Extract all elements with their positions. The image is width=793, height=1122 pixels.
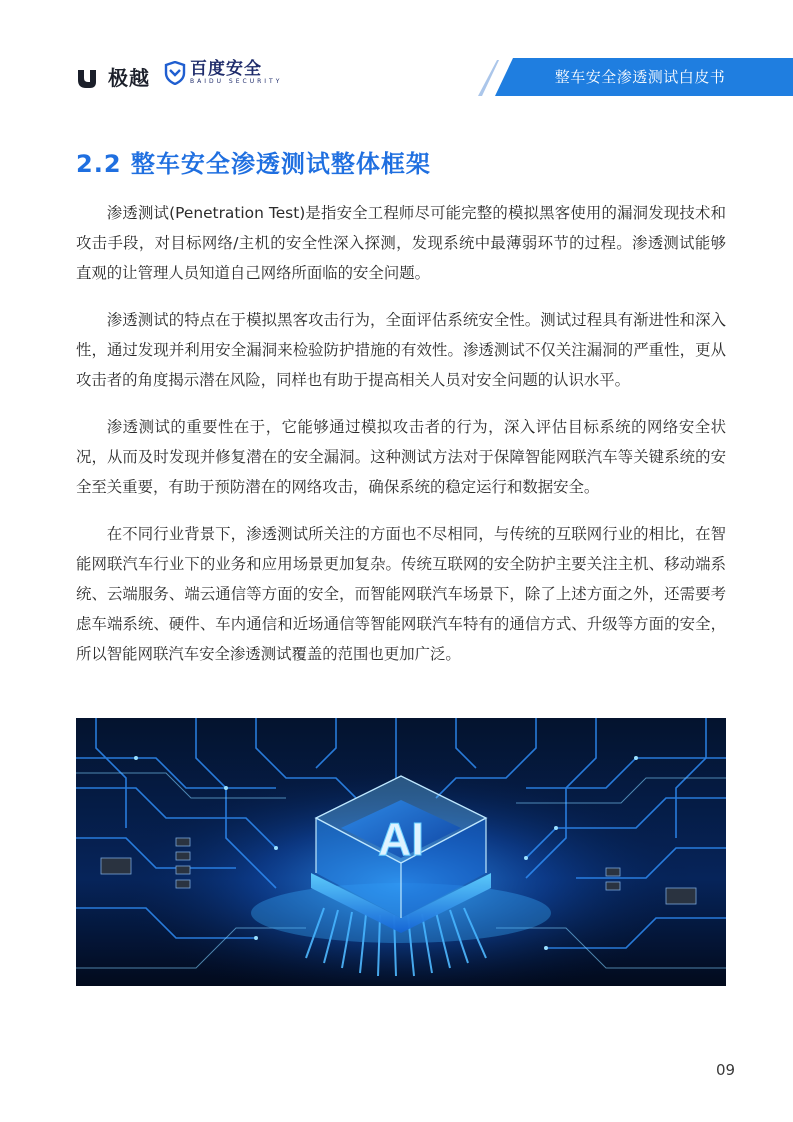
jiyue-brand-name: 极越 bbox=[108, 66, 150, 90]
paragraph-4: 在不同行业背景下，渗透测试所关注的方面也不尽相同，与传统的互联网行业的相比，在智能网联汽车行业下的业务和应用场景更加复杂。传统互联网的安全防护主要关注主机、移动端系统、云端服务、端云通信等方面的安全，而智能网联汽车场景下，除了上述方面之外，还需要考虑车端系统、硬件、车内通信和近场通信等智能网联汽车特有的通信方式、升级等方面的安全，所以智能网联汽车安全渗透测试覆盖的范围也更加广泛。 bbox=[76, 525, 726, 663]
paragraph-1: 渗透测试(Penetration Test)是指安全工程师尽可能完整的模拟黑客使用的漏洞发现技术和攻击手段，对目标网络/主机的安全性深入探测，发现系统中最薄弱环节的过程。渗透测试能够直观的让管理人员知道自己网络所面临的安全问题。 bbox=[76, 204, 726, 282]
jiyue-mark-icon bbox=[76, 64, 102, 90]
body-text bbox=[76, 198, 726, 686]
paragraph-2: 渗透测试的特点在于模拟黑客攻击行为，全面评估系统安全性。测试过程具有渐进性和深入性，通过发现并利用安全漏洞来检验防护措施的有效性。渗透测试不仅关注漏洞的严重性，更从攻击者的角度揭示潜在风险，同样也有助于提高相关人员对安全问题的认识水平。 bbox=[76, 311, 726, 389]
page-number: 09 bbox=[716, 1061, 736, 1079]
baidu-security-logo bbox=[164, 60, 282, 86]
paragraph-3: 渗透测试的重要性在于，它能够通过模拟攻击者的行为，深入评估目标系统的网络安全状况，从而及时发现并修复潜在的安全漏洞。这种测试方法对于保障智能网联汽车等关键系统的安全至关重要，有助于预防潜在的网络攻击，确保系统的稳定运行和数据安全。 bbox=[76, 418, 726, 496]
chip-label: AI bbox=[378, 813, 424, 865]
section-title: 2.2 整车安全渗透测试整体框架 bbox=[76, 150, 431, 178]
shield-icon bbox=[164, 61, 186, 85]
document-title: 整车安全渗透测试白皮书 bbox=[554, 68, 726, 86]
page-header bbox=[0, 0, 793, 100]
baidu-brand-subtitle: BAIDU SECURITY bbox=[190, 78, 283, 85]
circuit-board-image bbox=[76, 718, 726, 986]
baidu-brand-name: 百度安全 bbox=[190, 59, 262, 79]
ai-chip-illustration bbox=[76, 718, 726, 986]
jiyue-logo bbox=[76, 62, 150, 91]
